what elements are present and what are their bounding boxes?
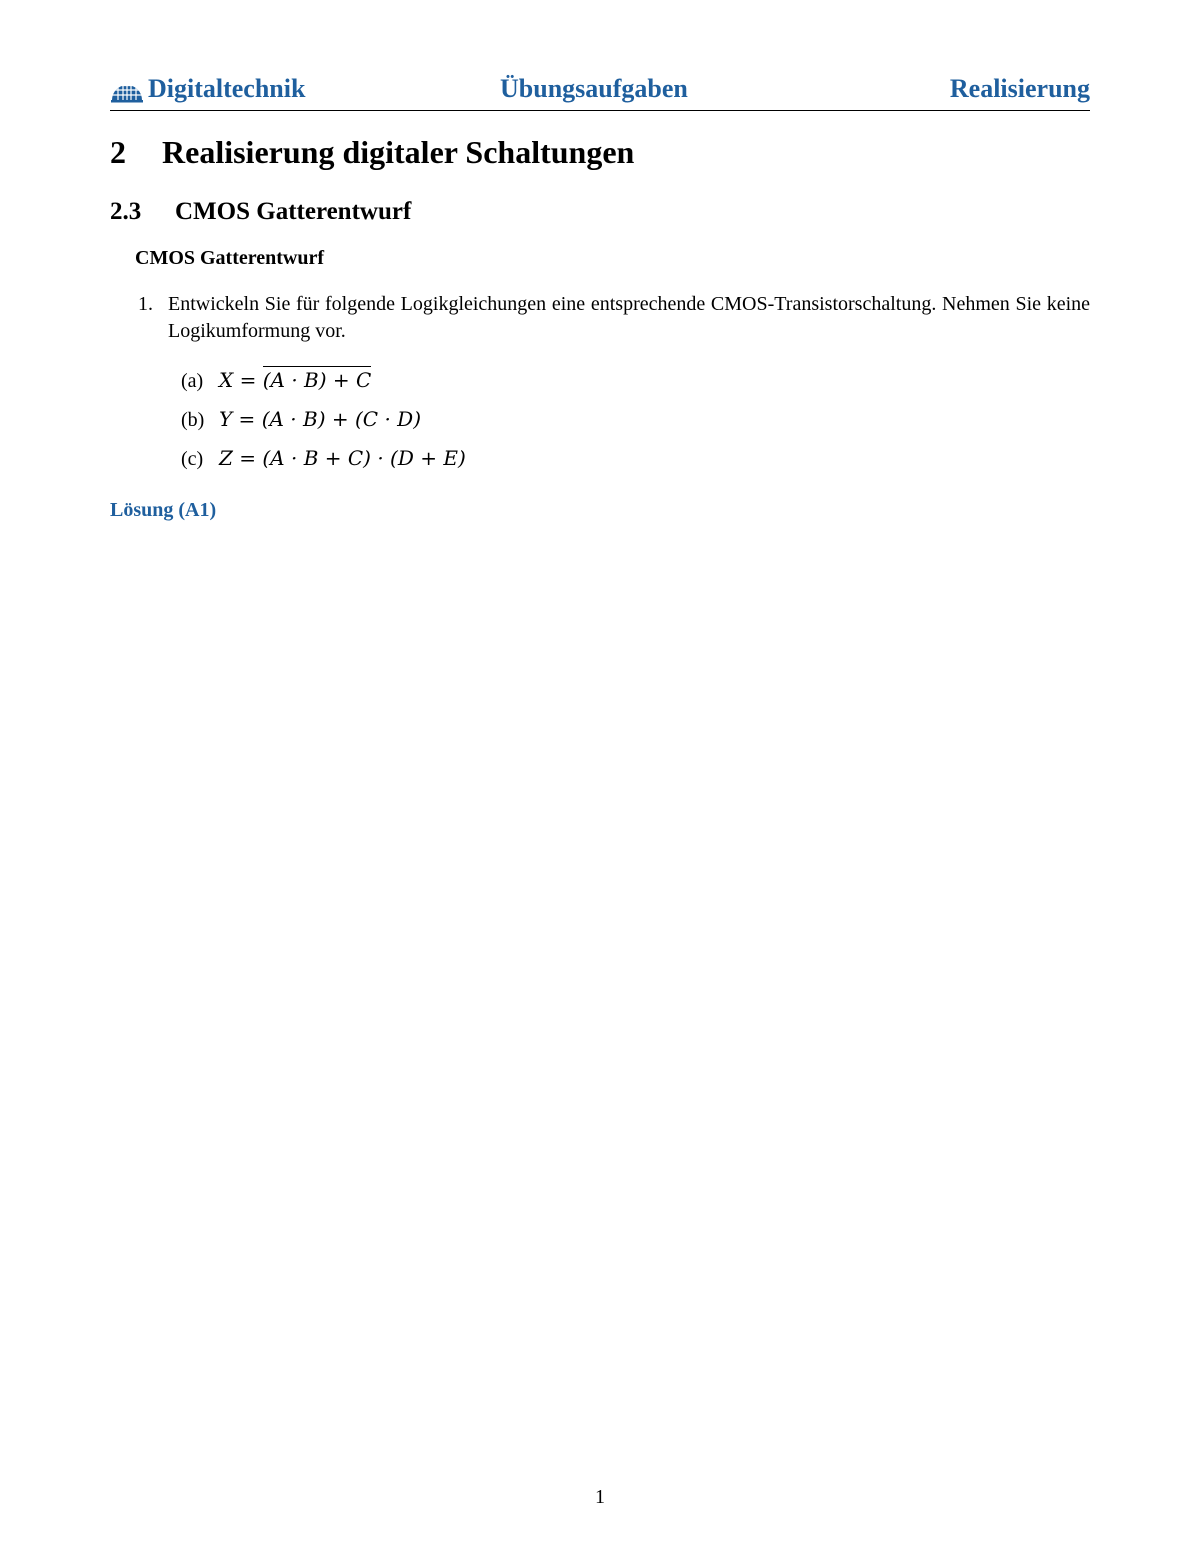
section-title: Realisierung digitaler Schaltungen	[162, 134, 635, 170]
page-header	[110, 68, 1090, 111]
equation-lhs: X =	[219, 368, 263, 392]
section-heading	[110, 132, 634, 172]
equation-a	[181, 366, 371, 395]
subsection-title: CMOS Gatterentwurf	[175, 198, 412, 225]
exercise-title: CMOS Gatterentwurf	[135, 247, 325, 269]
equation-expression: (A · B + C) · (D + E)	[262, 446, 466, 470]
header-center: Übungsaufgaben	[500, 74, 688, 103]
university-logo-icon	[110, 74, 144, 104]
course-title: Digitaltechnik	[148, 74, 306, 103]
header-right: Realisierung	[949, 74, 1090, 103]
page-number: 1	[595, 1486, 605, 1508]
equation-label: (c)	[181, 448, 204, 470]
equation-lhs: Z =	[219, 446, 263, 470]
equation-expression: (A · B) + (C · D)	[261, 407, 421, 431]
task-text: Entwickeln Sie für folgende Logikgleichungen eine entsprechende CMOS-Transistorschaltung. Nehmen Sie keine Logikumformung vor.	[168, 293, 1090, 342]
equation-expression: (A · B) + C	[262, 368, 372, 392]
equation-lhs: Y =	[219, 407, 262, 431]
equation-label: (b)	[181, 409, 205, 431]
equation-c	[181, 444, 466, 473]
equation-label: (a)	[181, 370, 204, 392]
subsection-heading	[110, 196, 411, 228]
subsection-number: 2.3	[110, 198, 142, 225]
equation-b	[181, 405, 421, 434]
solution-link[interactable]: Lösung (A1)	[110, 499, 217, 521]
task-number: 1.	[138, 293, 153, 315]
header-left	[110, 74, 305, 104]
section-number: 2	[110, 134, 126, 170]
